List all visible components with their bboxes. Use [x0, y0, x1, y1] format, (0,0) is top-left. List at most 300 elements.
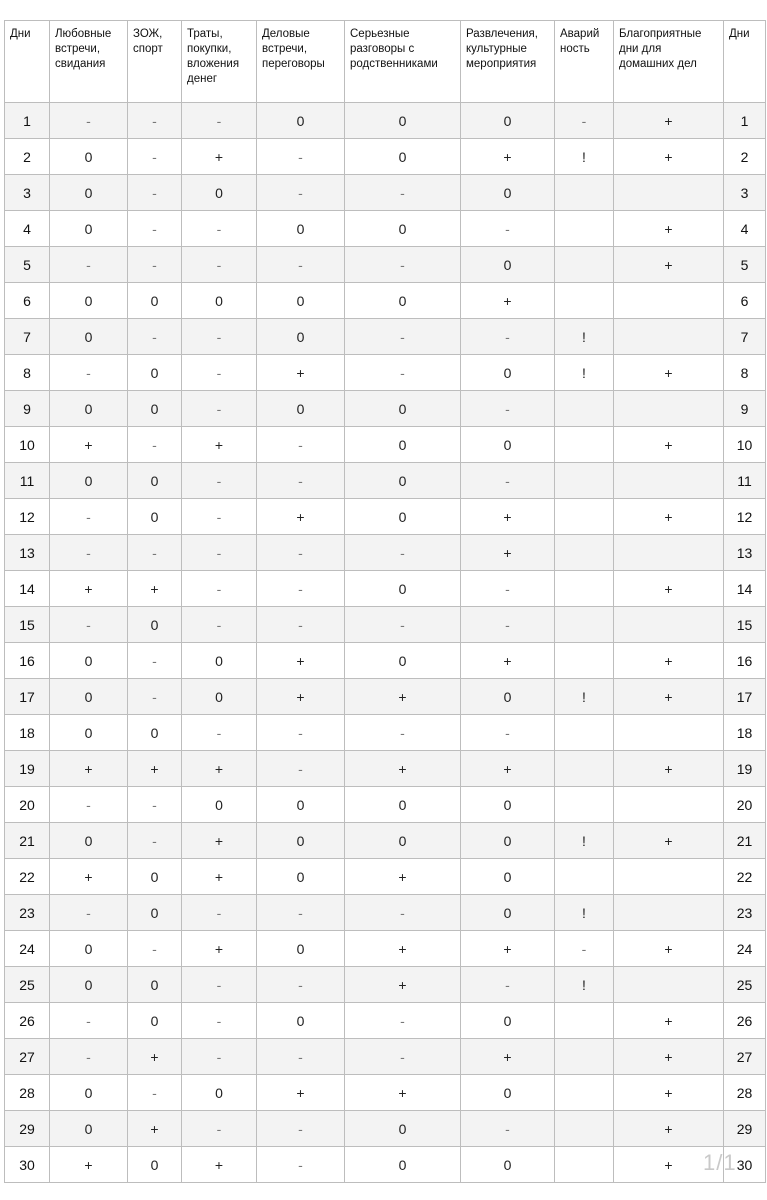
- cell-health-sport: -: [128, 103, 182, 139]
- cell-accident-risk: [555, 535, 614, 571]
- cell-business-meetings: -: [257, 463, 345, 499]
- table-row: [5, 319, 766, 355]
- cell-business-meetings: +: [257, 643, 345, 679]
- cell-spending: 0: [182, 643, 257, 679]
- cell-love-meetings: +: [50, 571, 128, 607]
- cell-health-sport: 0: [128, 607, 182, 643]
- cell-love-meetings: 0: [50, 283, 128, 319]
- cell-day-number-right: 16: [724, 643, 766, 679]
- cell-family-talks: +: [345, 1075, 461, 1111]
- cell-family-talks: +: [345, 931, 461, 967]
- cell-family-talks: 0: [345, 103, 461, 139]
- cell-household-days: +: [614, 1003, 724, 1039]
- cell-accident-risk: !: [555, 679, 614, 715]
- cell-accident-risk: [555, 1039, 614, 1075]
- header-household-days: Благоприятные дни для домашних дел: [614, 21, 724, 103]
- table-row: [5, 1075, 766, 1111]
- cell-household-days: [614, 967, 724, 1003]
- cell-day-number: 30: [5, 1147, 50, 1183]
- cell-love-meetings: 0: [50, 211, 128, 247]
- header-business-meetings: Деловые встречи, переговоры: [257, 21, 345, 103]
- cell-entertainment: -: [461, 211, 555, 247]
- cell-household-days: +: [614, 499, 724, 535]
- cell-business-meetings: -: [257, 967, 345, 1003]
- cell-health-sport: -: [128, 319, 182, 355]
- cell-accident-risk: [555, 643, 614, 679]
- cell-day-number-right: 15: [724, 607, 766, 643]
- cell-spending: -: [182, 571, 257, 607]
- cell-family-talks: 0: [345, 1111, 461, 1147]
- table-row: [5, 859, 766, 895]
- cell-business-meetings: 0: [257, 787, 345, 823]
- cell-spending: -: [182, 1003, 257, 1039]
- cell-day-number: 4: [5, 211, 50, 247]
- cell-love-meetings: 0: [50, 1111, 128, 1147]
- table-row: [5, 103, 766, 139]
- cell-day-number: 3: [5, 175, 50, 211]
- table-row: [5, 427, 766, 463]
- cell-accident-risk: !: [555, 823, 614, 859]
- cell-day-number: 14: [5, 571, 50, 607]
- cell-day-number-right: 20: [724, 787, 766, 823]
- cell-business-meetings: -: [257, 571, 345, 607]
- cell-spending: 0: [182, 283, 257, 319]
- cell-business-meetings: 0: [257, 823, 345, 859]
- cell-day-number-right: 7: [724, 319, 766, 355]
- cell-day-number: 10: [5, 427, 50, 463]
- cell-spending: 0: [182, 787, 257, 823]
- cell-day-number: 21: [5, 823, 50, 859]
- cell-entertainment: -: [461, 967, 555, 1003]
- cell-spending: -: [182, 319, 257, 355]
- cell-accident-risk: !: [555, 139, 614, 175]
- cell-day-number: 12: [5, 499, 50, 535]
- table-row: [5, 823, 766, 859]
- cell-family-talks: +: [345, 859, 461, 895]
- cell-accident-risk: [555, 247, 614, 283]
- cell-entertainment: 0: [461, 895, 555, 931]
- table-row: [5, 499, 766, 535]
- cell-day-number: 9: [5, 391, 50, 427]
- cell-entertainment: +: [461, 535, 555, 571]
- cell-entertainment: 0: [461, 679, 555, 715]
- cell-household-days: +: [614, 247, 724, 283]
- cell-family-talks: 0: [345, 823, 461, 859]
- cell-accident-risk: -: [555, 103, 614, 139]
- cell-day-number: 11: [5, 463, 50, 499]
- cell-health-sport: +: [128, 571, 182, 607]
- cell-family-talks: -: [345, 1039, 461, 1075]
- cell-business-meetings: 0: [257, 859, 345, 895]
- cell-business-meetings: 0: [257, 1003, 345, 1039]
- cell-day-number: 5: [5, 247, 50, 283]
- cell-household-days: [614, 319, 724, 355]
- cell-health-sport: -: [128, 787, 182, 823]
- cell-entertainment: +: [461, 499, 555, 535]
- cell-day-number: 27: [5, 1039, 50, 1075]
- cell-love-meetings: +: [50, 1147, 128, 1183]
- cell-day-number: 22: [5, 859, 50, 895]
- cell-health-sport: -: [128, 427, 182, 463]
- cell-entertainment: -: [461, 319, 555, 355]
- cell-household-days: +: [614, 1111, 724, 1147]
- cell-entertainment: 0: [461, 1147, 555, 1183]
- cell-day-number-right: 8: [724, 355, 766, 391]
- cell-love-meetings: 0: [50, 175, 128, 211]
- cell-day-number-right: 9: [724, 391, 766, 427]
- cell-day-number: 15: [5, 607, 50, 643]
- cell-family-talks: +: [345, 967, 461, 1003]
- cell-spending: -: [182, 499, 257, 535]
- cell-health-sport: 0: [128, 463, 182, 499]
- cell-entertainment: +: [461, 1039, 555, 1075]
- cell-business-meetings: -: [257, 895, 345, 931]
- cell-family-talks: -: [345, 1003, 461, 1039]
- table-row: [5, 1003, 766, 1039]
- cell-love-meetings: 0: [50, 823, 128, 859]
- cell-love-meetings: -: [50, 535, 128, 571]
- cell-health-sport: 0: [128, 1003, 182, 1039]
- cell-accident-risk: [555, 175, 614, 211]
- table-row: [5, 355, 766, 391]
- cell-family-talks: 0: [345, 283, 461, 319]
- cell-household-days: +: [614, 103, 724, 139]
- cell-accident-risk: [555, 499, 614, 535]
- cell-spending: 0: [182, 679, 257, 715]
- cell-entertainment: +: [461, 139, 555, 175]
- cell-spending: -: [182, 1039, 257, 1075]
- cell-accident-risk: [555, 1147, 614, 1183]
- cell-day-number: 16: [5, 643, 50, 679]
- cell-day-number: 7: [5, 319, 50, 355]
- cell-household-days: +: [614, 823, 724, 859]
- table-row: [5, 571, 766, 607]
- cell-day-number-right: 23: [724, 895, 766, 931]
- cell-household-days: [614, 283, 724, 319]
- cell-entertainment: 0: [461, 175, 555, 211]
- cell-love-meetings: 0: [50, 391, 128, 427]
- header-health-sport: ЗОЖ, спорт: [128, 21, 182, 103]
- cell-day-number-right: 4: [724, 211, 766, 247]
- cell-day-number-right: 22: [724, 859, 766, 895]
- cell-day-number: 2: [5, 139, 50, 175]
- cell-household-days: [614, 463, 724, 499]
- cell-love-meetings: -: [50, 247, 128, 283]
- cell-family-talks: 0: [345, 1147, 461, 1183]
- cell-family-talks: -: [345, 607, 461, 643]
- header-entertainment: Развлечения, культурные мероприятия: [461, 21, 555, 103]
- cell-health-sport: +: [128, 751, 182, 787]
- cell-entertainment: -: [461, 391, 555, 427]
- cell-love-meetings: -: [50, 499, 128, 535]
- cell-love-meetings: 0: [50, 931, 128, 967]
- cell-health-sport: 0: [128, 895, 182, 931]
- cell-business-meetings: -: [257, 607, 345, 643]
- cell-love-meetings: 0: [50, 967, 128, 1003]
- cell-love-meetings: 0: [50, 1075, 128, 1111]
- cell-household-days: +: [614, 139, 724, 175]
- cell-household-days: +: [614, 679, 724, 715]
- cell-household-days: [614, 859, 724, 895]
- cell-accident-risk: [555, 427, 614, 463]
- cell-health-sport: -: [128, 643, 182, 679]
- cell-family-talks: -: [345, 319, 461, 355]
- cell-entertainment: -: [461, 1111, 555, 1147]
- cell-love-meetings: 0: [50, 715, 128, 751]
- cell-business-meetings: -: [257, 715, 345, 751]
- cell-household-days: +: [614, 643, 724, 679]
- cell-love-meetings: -: [50, 607, 128, 643]
- cell-household-days: [614, 787, 724, 823]
- cell-day-number-right: 26: [724, 1003, 766, 1039]
- table-row: [5, 715, 766, 751]
- table-row: [5, 931, 766, 967]
- cell-accident-risk: [555, 751, 614, 787]
- cell-accident-risk: [555, 787, 614, 823]
- cell-day-number: 17: [5, 679, 50, 715]
- cell-family-talks: -: [345, 535, 461, 571]
- cell-accident-risk: !: [555, 319, 614, 355]
- cell-love-meetings: -: [50, 1003, 128, 1039]
- cell-spending: -: [182, 247, 257, 283]
- cell-accident-risk: !: [555, 355, 614, 391]
- cell-business-meetings: -: [257, 1147, 345, 1183]
- cell-day-number-right: 3: [724, 175, 766, 211]
- cell-entertainment: -: [461, 571, 555, 607]
- cell-health-sport: 0: [128, 715, 182, 751]
- cell-entertainment: 0: [461, 1003, 555, 1039]
- cell-spending: -: [182, 967, 257, 1003]
- header-accident-risk: Аварий ность: [555, 21, 614, 103]
- cell-love-meetings: -: [50, 103, 128, 139]
- cell-health-sport: -: [128, 679, 182, 715]
- header-spending: Траты, покупки, вложения денег: [182, 21, 257, 103]
- cell-accident-risk: [555, 859, 614, 895]
- table-row: [5, 895, 766, 931]
- table-row: [5, 643, 766, 679]
- cell-health-sport: 0: [128, 967, 182, 1003]
- cell-love-meetings: 0: [50, 139, 128, 175]
- cell-health-sport: +: [128, 1039, 182, 1075]
- cell-business-meetings: -: [257, 751, 345, 787]
- cell-household-days: +: [614, 355, 724, 391]
- cell-accident-risk: [555, 715, 614, 751]
- cell-love-meetings: 0: [50, 319, 128, 355]
- cell-family-talks: -: [345, 895, 461, 931]
- table-row: [5, 1039, 766, 1075]
- cell-love-meetings: +: [50, 427, 128, 463]
- cell-health-sport: 0: [128, 391, 182, 427]
- cell-day-number: 1: [5, 103, 50, 139]
- cell-spending: +: [182, 823, 257, 859]
- cell-day-number-right: 6: [724, 283, 766, 319]
- cell-entertainment: -: [461, 715, 555, 751]
- cell-household-days: [614, 535, 724, 571]
- cell-day-number-right: 12: [724, 499, 766, 535]
- table-row: [5, 139, 766, 175]
- cell-love-meetings: -: [50, 787, 128, 823]
- cell-spending: +: [182, 931, 257, 967]
- cell-business-meetings: -: [257, 535, 345, 571]
- cell-business-meetings: +: [257, 679, 345, 715]
- cell-day-number-right: 14: [724, 571, 766, 607]
- cell-spending: -: [182, 103, 257, 139]
- table-row: [5, 751, 766, 787]
- cell-spending: +: [182, 751, 257, 787]
- cell-household-days: +: [614, 1075, 724, 1111]
- cell-family-talks: +: [345, 679, 461, 715]
- header-days-right: Дни: [724, 21, 766, 103]
- cell-health-sport: 0: [128, 859, 182, 895]
- cell-family-talks: 0: [345, 787, 461, 823]
- cell-entertainment: 0: [461, 859, 555, 895]
- cell-entertainment: 0: [461, 823, 555, 859]
- cell-entertainment: -: [461, 463, 555, 499]
- cell-day-number: 28: [5, 1075, 50, 1111]
- table-row: [5, 679, 766, 715]
- cell-family-talks: -: [345, 715, 461, 751]
- cell-business-meetings: +: [257, 1075, 345, 1111]
- cell-day-number-right: 18: [724, 715, 766, 751]
- cell-health-sport: -: [128, 823, 182, 859]
- cell-household-days: +: [614, 931, 724, 967]
- cell-accident-risk: [555, 211, 614, 247]
- table-row: [5, 247, 766, 283]
- cell-spending: -: [182, 391, 257, 427]
- cell-love-meetings: 0: [50, 463, 128, 499]
- calendar-table-sheet: [4, 20, 765, 1183]
- cell-family-talks: +: [345, 751, 461, 787]
- table-row: [5, 175, 766, 211]
- cell-spending: -: [182, 715, 257, 751]
- cell-spending: 0: [182, 175, 257, 211]
- cell-business-meetings: +: [257, 499, 345, 535]
- page-indicator: 1/1: [703, 1150, 737, 1175]
- cell-love-meetings: -: [50, 895, 128, 931]
- cell-day-number-right: 27: [724, 1039, 766, 1075]
- cell-entertainment: 0: [461, 1075, 555, 1111]
- cell-spending: +: [182, 1147, 257, 1183]
- cell-business-meetings: -: [257, 139, 345, 175]
- cell-business-meetings: 0: [257, 931, 345, 967]
- cell-accident-risk: !: [555, 895, 614, 931]
- cell-family-talks: 0: [345, 211, 461, 247]
- cell-love-meetings: 0: [50, 643, 128, 679]
- cell-business-meetings: -: [257, 1111, 345, 1147]
- cell-day-number: 25: [5, 967, 50, 1003]
- cell-family-talks: 0: [345, 427, 461, 463]
- header-days-left: Дни: [5, 21, 50, 103]
- cell-accident-risk: [555, 571, 614, 607]
- cell-day-number: 19: [5, 751, 50, 787]
- cell-entertainment: 0: [461, 355, 555, 391]
- cell-day-number-right: 24: [724, 931, 766, 967]
- cell-spending: +: [182, 139, 257, 175]
- cell-day-number-right: 17: [724, 679, 766, 715]
- cell-day-number: 13: [5, 535, 50, 571]
- cell-health-sport: +: [128, 1111, 182, 1147]
- cell-spending: +: [182, 427, 257, 463]
- cell-love-meetings: +: [50, 751, 128, 787]
- cell-family-talks: 0: [345, 499, 461, 535]
- cell-business-meetings: -: [257, 175, 345, 211]
- favorable-days-table: [4, 20, 766, 1183]
- cell-health-sport: 0: [128, 499, 182, 535]
- cell-family-talks: -: [345, 247, 461, 283]
- cell-business-meetings: -: [257, 427, 345, 463]
- cell-household-days: +: [614, 1039, 724, 1075]
- cell-business-meetings: 0: [257, 103, 345, 139]
- cell-day-number-right: 30: [724, 1147, 766, 1183]
- cell-family-talks: -: [345, 355, 461, 391]
- cell-family-talks: 0: [345, 139, 461, 175]
- cell-spending: 0: [182, 1075, 257, 1111]
- cell-spending: -: [182, 211, 257, 247]
- cell-health-sport: -: [128, 139, 182, 175]
- cell-household-days: +: [614, 751, 724, 787]
- cell-health-sport: 0: [128, 283, 182, 319]
- cell-entertainment: 0: [461, 103, 555, 139]
- table-body: [5, 103, 766, 1183]
- cell-accident-risk: !: [555, 967, 614, 1003]
- cell-spending: -: [182, 895, 257, 931]
- cell-family-talks: 0: [345, 463, 461, 499]
- cell-day-number: 20: [5, 787, 50, 823]
- cell-business-meetings: 0: [257, 211, 345, 247]
- cell-health-sport: -: [128, 175, 182, 211]
- table-row: [5, 607, 766, 643]
- cell-day-number-right: 25: [724, 967, 766, 1003]
- header-family-talks: Серьезные разговоры с родственниками: [345, 21, 461, 103]
- cell-day-number: 29: [5, 1111, 50, 1147]
- cell-business-meetings: 0: [257, 283, 345, 319]
- cell-household-days: +: [614, 427, 724, 463]
- cell-household-days: +: [614, 211, 724, 247]
- table-row: [5, 787, 766, 823]
- cell-family-talks: 0: [345, 571, 461, 607]
- cell-entertainment: 0: [461, 787, 555, 823]
- cell-day-number-right: 1: [724, 103, 766, 139]
- cell-entertainment: 0: [461, 247, 555, 283]
- table-header-row: [5, 21, 766, 103]
- cell-love-meetings: 0: [50, 679, 128, 715]
- cell-entertainment: +: [461, 751, 555, 787]
- cell-love-meetings: -: [50, 355, 128, 391]
- cell-accident-risk: [555, 283, 614, 319]
- cell-day-number-right: 13: [724, 535, 766, 571]
- cell-day-number-right: 5: [724, 247, 766, 283]
- cell-day-number: 23: [5, 895, 50, 931]
- cell-health-sport: -: [128, 931, 182, 967]
- table-row: [5, 211, 766, 247]
- cell-household-days: +: [614, 1147, 724, 1183]
- cell-health-sport: -: [128, 211, 182, 247]
- table-row: [5, 535, 766, 571]
- cell-health-sport: -: [128, 535, 182, 571]
- cell-day-number: 8: [5, 355, 50, 391]
- table-row: [5, 283, 766, 319]
- table-row: [5, 967, 766, 1003]
- cell-entertainment: 0: [461, 427, 555, 463]
- cell-day-number-right: 29: [724, 1111, 766, 1147]
- cell-love-meetings: +: [50, 859, 128, 895]
- cell-day-number-right: 2: [724, 139, 766, 175]
- cell-household-days: [614, 391, 724, 427]
- cell-day-number: 26: [5, 1003, 50, 1039]
- table-row: [5, 463, 766, 499]
- cell-household-days: [614, 607, 724, 643]
- table-row: [5, 1111, 766, 1147]
